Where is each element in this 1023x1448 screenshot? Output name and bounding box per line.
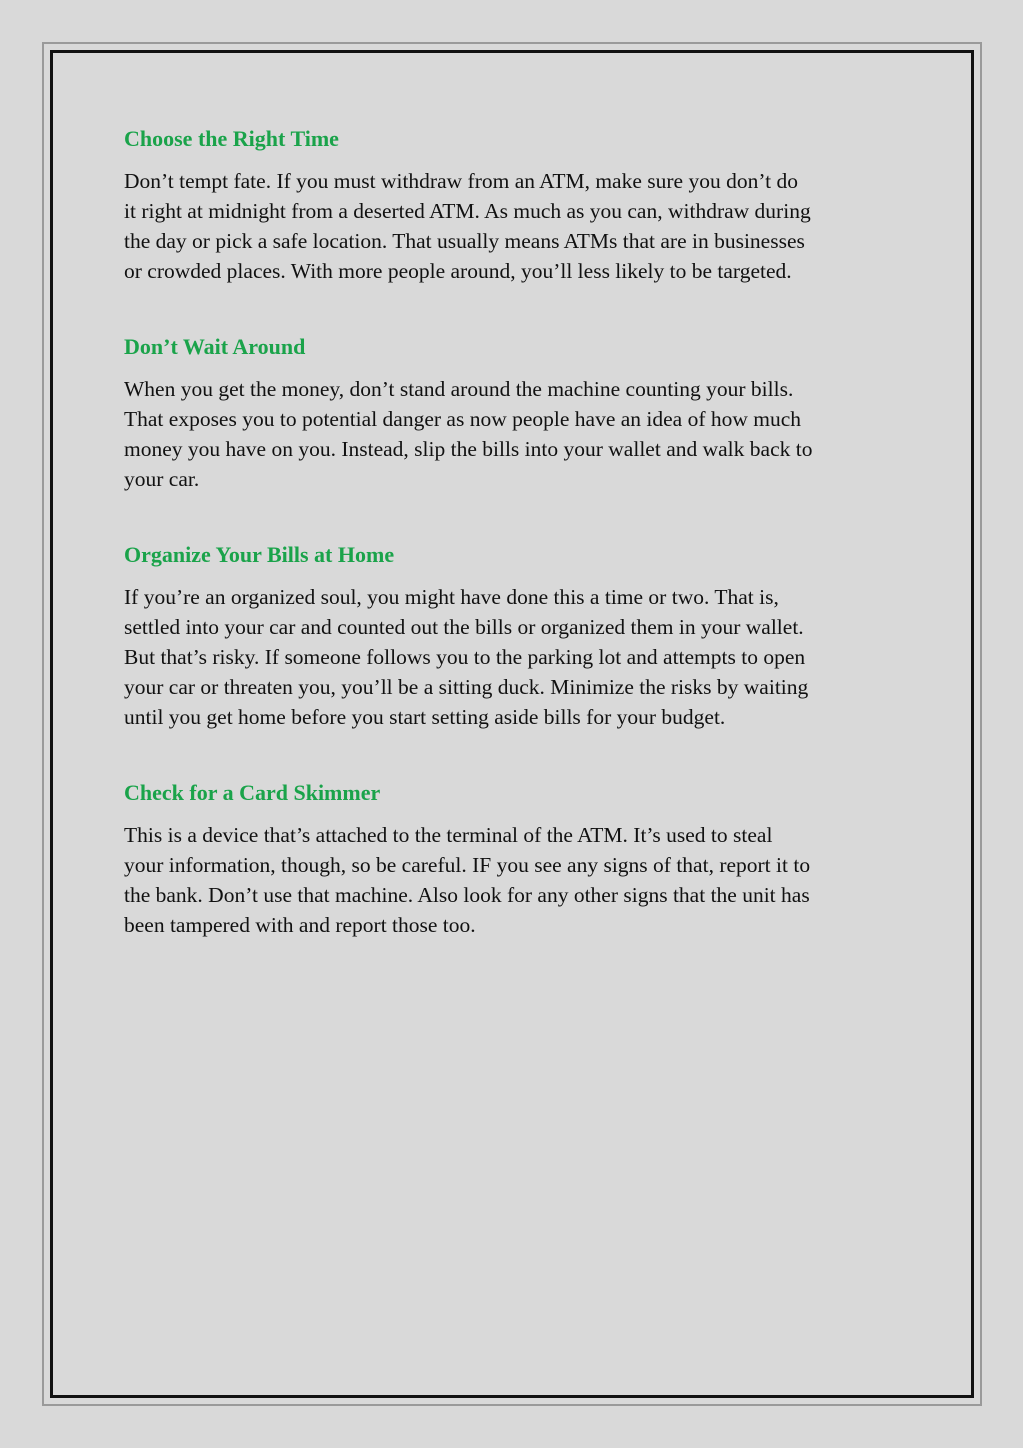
body-line: been tampered with and report those too. bbox=[124, 913, 476, 937]
body-line: This is a device that’s attached to the terminal of the ATM. It’s used to steal bbox=[124, 823, 773, 847]
section-heading: Choose the Right Time bbox=[124, 126, 339, 151]
body-line: money you have on you. Instead, slip the bills into your wallet and walk back to bbox=[124, 437, 813, 461]
body-line: If you’re an organized soul, you might have done this a time or two. That is, bbox=[124, 585, 779, 609]
section-heading: Organize Your Bills at Home bbox=[124, 542, 395, 567]
body-line: until you get home before you start setting aside bills for your budget. bbox=[124, 705, 726, 729]
body-line: the bank. Don’t use that machine. Also look for any other signs that the unit has bbox=[124, 883, 810, 907]
section-choose-right-time bbox=[124, 124, 914, 286]
body-line: Don’t tempt fate. If you must withdraw from an ATM, make sure you don’t do bbox=[124, 169, 798, 193]
body-line: But that’s risky. If someone follows you to the parking lot and attempts to open bbox=[124, 645, 806, 669]
body-line: settled into your car and counted out the bills or organized them in your wallet. bbox=[124, 615, 804, 639]
section-body bbox=[124, 582, 914, 732]
body-line: or crowded places. With more people around, you’ll less likely to be targeted. bbox=[124, 259, 792, 283]
section-heading: Don’t Wait Around bbox=[124, 334, 306, 359]
body-line: When you get the money, don’t stand around the machine counting your bills. bbox=[124, 377, 794, 401]
section-body bbox=[124, 820, 914, 940]
body-line: it right at midnight from a deserted ATM. As much as you can, withdraw during bbox=[124, 199, 811, 223]
body-line: your car or threaten you, you’ll be a sitting duck. Minimize the risks by waiting bbox=[124, 675, 809, 699]
section-dont-wait-around bbox=[124, 332, 914, 494]
body-line: the day or pick a safe location. That usually means ATMs that are in businesses bbox=[124, 229, 805, 253]
body-line: your information, though, so be careful. IF you see any signs of that, report it to bbox=[124, 853, 811, 877]
body-line: That exposes you to potential danger as now people have an idea of how much bbox=[124, 407, 802, 431]
section-organize-bills bbox=[124, 540, 914, 732]
document-content bbox=[124, 124, 914, 940]
section-heading: Check for a Card Skimmer bbox=[124, 780, 381, 805]
section-body bbox=[124, 374, 914, 494]
section-body bbox=[124, 166, 914, 286]
body-line: your car. bbox=[124, 467, 200, 491]
section-card-skimmer bbox=[124, 778, 914, 940]
